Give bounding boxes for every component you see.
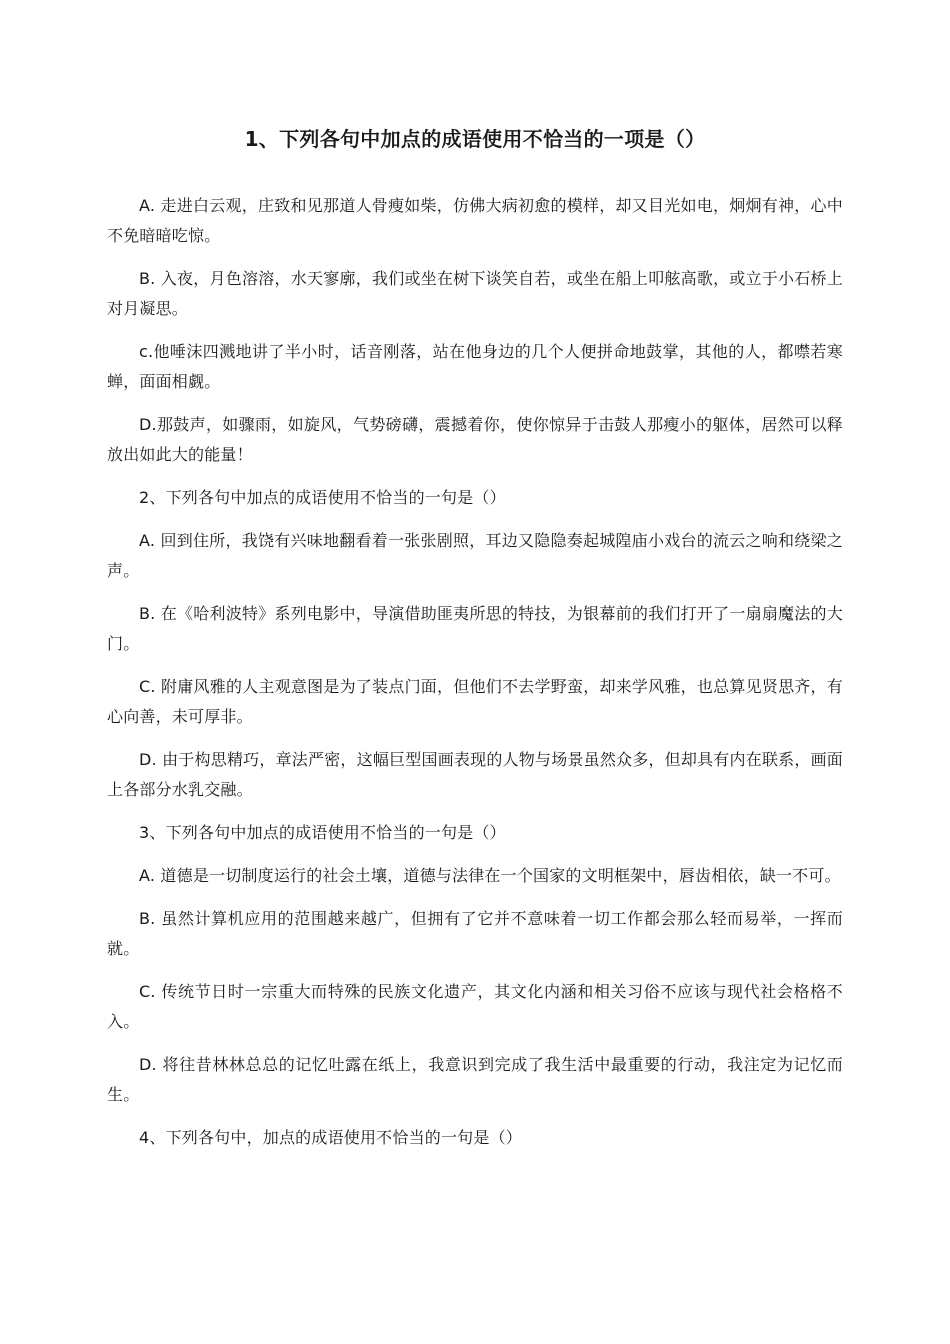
q2-prompt: 2、下列各句中加点的成语使用不恰当的一句是（） — [139, 488, 506, 507]
q2-option-d: D. 由于构思精巧，章法严密，这幅巨型国画表现的人物与场景虽然众多，但却具有内在联系，画面上各部分水乳交融。 — [107, 750, 843, 799]
q3-option-d: D. 将往昔林林总总的记忆吐露在纸上，我意识到完成了我生活中最重要的行动，我注定为记忆而生。 — [107, 1055, 843, 1104]
q3-option-c: C. 传统节日时一宗重大而特殊的民族文化遗产，其文化内涵和相关习俗不应该与现代社会格格不入。 — [107, 982, 843, 1031]
question-3 — [107, 818, 843, 1110]
question-2 — [107, 483, 843, 805]
q2-option-c: C. 附庸风雅的人主观意图是为了装点门面，但他们不去学野蛮，却来学风雅，也总算见贤思齐，有心向善，未可厚非。 — [107, 677, 843, 726]
page-title: 1、下列各句中加点的成语使用不恰当的一项是（） — [244, 127, 706, 151]
question-1-options — [107, 191, 843, 470]
document-body — [107, 191, 843, 1166]
q3-option-b: B. 虽然计算机应用的范围越来越广，但拥有了它并不意味着一切工作都会那么轻而易举，一挥而就。 — [107, 909, 843, 958]
question-4 — [107, 1123, 843, 1153]
q1-option-c: c.他唾沫四溅地讲了半小时，话音刚落，站在他身边的几个人便拼命地鼓掌，其他的人，都噤若寒蝉，面面相觑。 — [107, 342, 843, 391]
q2-option-a: A. 回到住所，我饶有兴味地翻看着一张张剧照，耳边又隐隐奏起城隍庙小戏台的流云之响和绕梁之声。 — [107, 531, 843, 580]
q3-option-a: A. 道德是一切制度运行的社会土壤，道德与法律在一个国家的文明框架中，唇齿相依，缺一不可。 — [139, 866, 841, 885]
q3-prompt: 3、下列各句中加点的成语使用不恰当的一句是（） — [139, 823, 506, 842]
q1-option-d: D.那鼓声，如骤雨，如旋风，气势磅礴，震撼着你，使你惊异于击鼓人那瘦小的躯体，居然可以释放出如此大的能量！ — [107, 415, 843, 464]
q1-option-b: B. 入夜，月色溶溶，水天寥廓，我们或坐在树下谈笑自若，或坐在船上叩舷高歌，或立于小石桥上对月凝思。 — [107, 269, 843, 318]
q1-option-a: A. 走进白云观，庄致和见那道人骨瘦如柴，仿佛大病初愈的模样，却又目光如电，炯炯有神，心中不免暗暗吃惊。 — [107, 196, 843, 245]
q2-option-b: B. 在《哈利波特》系列电影中，导演借助匪夷所思的特技，为银幕前的我们打开了一扇扇魔法的大门。 — [107, 604, 843, 653]
q4-prompt: 4、下列各句中，加点的成语使用不恰当的一句是（） — [139, 1128, 522, 1147]
